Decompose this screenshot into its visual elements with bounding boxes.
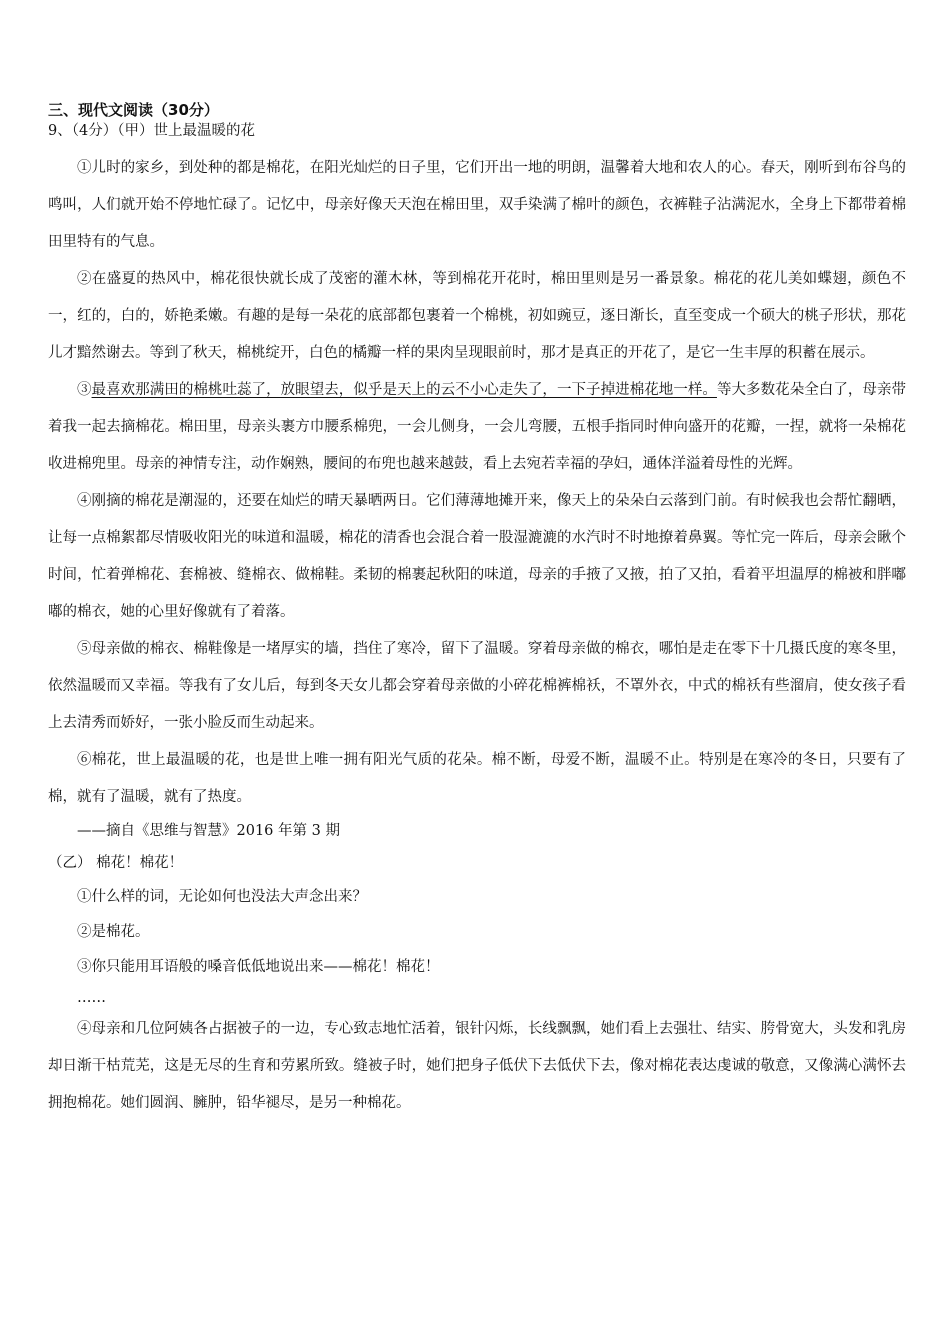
article-jia-paragraph-1: ①儿时的家乡，到处种的都是棉花，在阳光灿烂的日子里，它们开出一地的明朗，温馨着大地和农人的心。春天，刚听到布谷鸟的鸣叫，人们就开始不停地忙碌了。记忆中，母亲好像天天泡在棉田里，双手染满了棉叶的颜色，衣裤鞋子沾满泥水，全身上下都带着棉田里特有的气息。 [48, 160, 906, 250]
article-jia [48, 150, 906, 846]
article-jia-paragraph-6: ⑥棉花，世上最温暖的花，也是世上唯一拥有阳光气质的花朵。棉不断，母爱不断，温暖不止。特别是在寒冷的冬日，只要有了棉，就有了温暖，就有了热度。 [48, 752, 906, 805]
paragraph-3-rest: 等大多数花朵全白了，母亲带着我一起去摘棉花。棉田里，母亲头裹方巾腰系棉兜，一会儿侧身，一会儿弯腰，五根手指同时伸向盛开的花瓣，一捏，就将一朵棉花收进棉兜里。母亲的神情专注，动作娴熟，腰间的布兜也越来越鼓，看上去宛若幸福的孕妇，通体洋溢着母性的光辉。 [48, 382, 907, 472]
article-yi-line-2: ②是棉花。 [77, 924, 150, 940]
question-line: 9、（4分）（甲）世上最温暖的花 [48, 123, 255, 139]
article-jia-paragraph-2: ②在盛夏的热风中，棉花很快就长成了茂密的灌木林，等到棉花开花时，棉田里则是另一番景象。棉花的花儿美如蝶翅，颜色不一，红的，白的，娇艳柔嫩。有趣的是每一朵花的底部都包裹着一个棉桃，初如豌豆，逐日渐长，直至变成一个硕大的桃子形状，那花儿才黯然谢去。等到了秋天，棉桃绽开，白色的橘瓣一样的果肉呈现眼前时，那才是真正的开花了，是它一生丰厚的积蓄在展示。 [48, 271, 906, 361]
article-jia-paragraph-5: ⑤母亲做的棉衣、棉鞋像是一堵厚实的墙，挡住了寒冷，留下了温暖。穿着母亲做的棉衣，哪怕是走在零下十几摄氏度的寒冬里，依然温暖而又幸福。等我有了女儿后，每到冬天女儿都会穿着母亲做的小碎花棉裤棉袄，不罩外衣，中式的棉袄有些溜肩，使女孩子看上去清秀而娇好，一张小脸反而生动起来。 [48, 641, 906, 731]
section-title: 三、现代文阅读（30分） [48, 101, 219, 119]
paragraph-number: ③ [77, 382, 92, 398]
article-yi-line-1: ①什么样的词，无论如何也没法大声念出来？ [77, 889, 367, 905]
exam-page [48, 100, 906, 1122]
underlined-sentence: 最喜欢那满田的棉桃吐蕊了，放眼望去，似乎是天上的云不小心走失了，一下子掉进棉花地一样。 [91, 382, 717, 398]
article-jia-paragraph-3 [48, 372, 906, 483]
article-jia-paragraph-4: ④刚摘的棉花是潮湿的，还要在灿烂的晴天暴晒两日。它们薄薄地摊开来，像天上的朵朵白云落到门前。有时候我也会帮忙翻晒，让每一点棉絮都尽情吸收阳光的味道和温暖，棉花的清香也会混合着一股湿漉漉的水汽时不时地撩着鼻翼。等忙完一阵后，母亲会瞅个时间，忙着弹棉花、套棉被、缝棉衣、做棉鞋。柔韧的棉裹起秋阳的味道，母亲的手掖了又掖，拍了又拍，看着平坦温厚的棉被和胖嘟嘟的棉衣，她的心里好像就有了着落。 [48, 493, 906, 620]
article-yi-title: （乙） 棉花！棉花！ [48, 855, 184, 871]
article-yi-line-3: ③你只能用耳语般的嗓音低低地说出来——棉花！棉花！ [77, 959, 440, 975]
article-yi [48, 846, 906, 1122]
article-jia-source: ——摘自《思维与智慧》2016 年第 3 期 [77, 823, 340, 839]
article-yi-ellipsis: …… [77, 990, 106, 1006]
article-yi-paragraph-4: ④母亲和几位阿姨各占据被子的一边，专心致志地忙活着，银针闪烁，长线飘飘，她们看上去强壮、结实、胯骨宽大，头发和乳房却日渐干枯荒芜，这是无尽的生育和劳累所致。缝被子时，她们把身子低伏下去低伏下去，像对棉花表达虔诚的敬意，又像满心满怀去拥抱棉花。她们圆润、臃肿，铅华褪尽，是另一种棉花。 [48, 1021, 906, 1111]
